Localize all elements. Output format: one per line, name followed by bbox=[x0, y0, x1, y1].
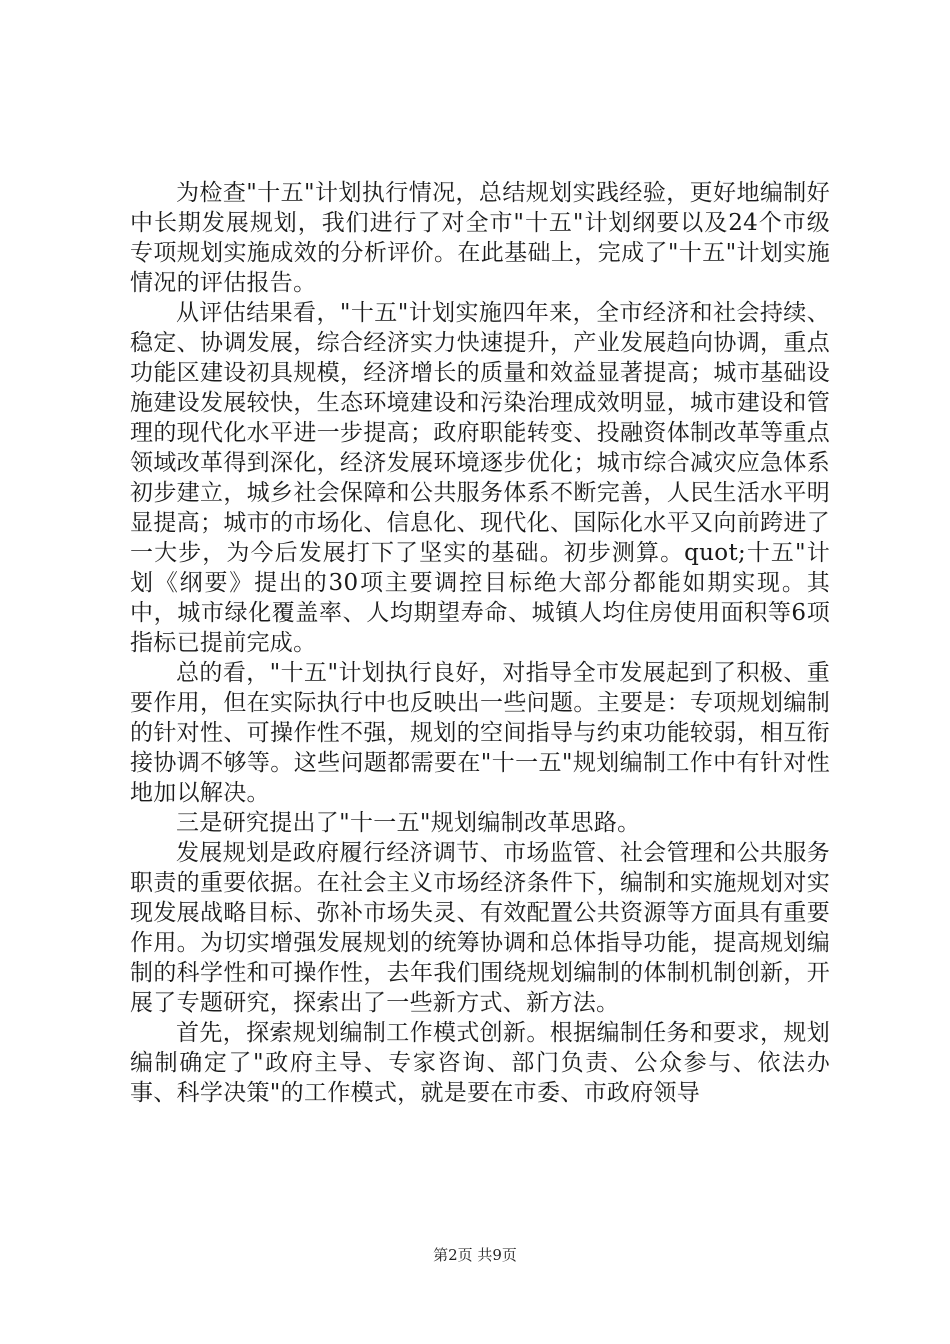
paragraph: 首先，探索规划编制工作模式创新。根据编制任务和要求，规划编制确定了"政府主导、专家咨询、部门负责、公众参与、依法办事、科学决策"的工作模式，就是要在市委、市政府领导 bbox=[130, 1020, 830, 1106]
paragraph: 从评估结果看，"十五"计划实施四年来，全市经济和社会持续、稳定、协调发展，综合经济实力快速提升，产业发展趋向协调，重点功能区建设初具规模，经济增长的质量和效益显著提高；城市基础设施建设发展较快，生态环境建设和污染治理成效明显，城市建设和管理的现代化水平进一步提高；政府职能转变、投融资体制改革等重点领域改革得到深化，经济发展环境逐步优化；城市综合减灾应急体系初步建立，城乡社会保障和公共服务体系不断完善，人民生活水平明显提高；城市的市场化、信息化、现代化、国际化水平又向前跨进了一大步，为今后发展打下了坚实的基础。初步测算。quot;十五"计划《纲要》提出的30项主要调控目标绝大部分都能如期实现。其中，城市绿化覆盖率、人均期望寿命、城镇人均住房使用面积等6项指标已提前完成。 bbox=[130, 300, 830, 656]
page-number-label: 第2页 共9页 bbox=[433, 1246, 517, 1264]
paragraph: 为检查"十五"计划执行情况，总结规划实践经验，更好地编制好中长期发展规划，我们进行了对全市"十五"计划纲要以及24个市级专项规划实施成效的分析评价。在此基础上，完成了"十五"计划实施情况的评估报告。 bbox=[130, 180, 830, 296]
paragraph: 发展规划是政府履行经济调节、市场监管、社会管理和公共服务职责的重要依据。在社会主义市场经济条件下，编制和实施规划对实现发展战略目标、弥补市场失灵、有效配置公共资源等方面具有重要作用。为切实增强发展规划的统筹协调和总体指导功能，提高规划编制的科学性和可操作性，去年我们围绕规划编制的体制机制创新，开展了专题研究，探索出了一些新方式、新方法。 bbox=[130, 840, 830, 1016]
paragraph: 总的看，"十五"计划执行良好，对指导全市发展起到了积极、重要作用，但在实际执行中也反映出一些问题。主要是：专项规划编制的针对性、可操作性不强，规划的空间指导与约束功能较弱，相互衔接协调不够等。这些问题都需要在"十一五"规划编制工作中有针对性地加以解决。 bbox=[130, 660, 830, 806]
page-footer bbox=[0, 1244, 950, 1265]
document-body bbox=[130, 178, 830, 1108]
paragraph: 三是研究提出了"十一五"规划编制改革思路。 bbox=[176, 810, 641, 836]
